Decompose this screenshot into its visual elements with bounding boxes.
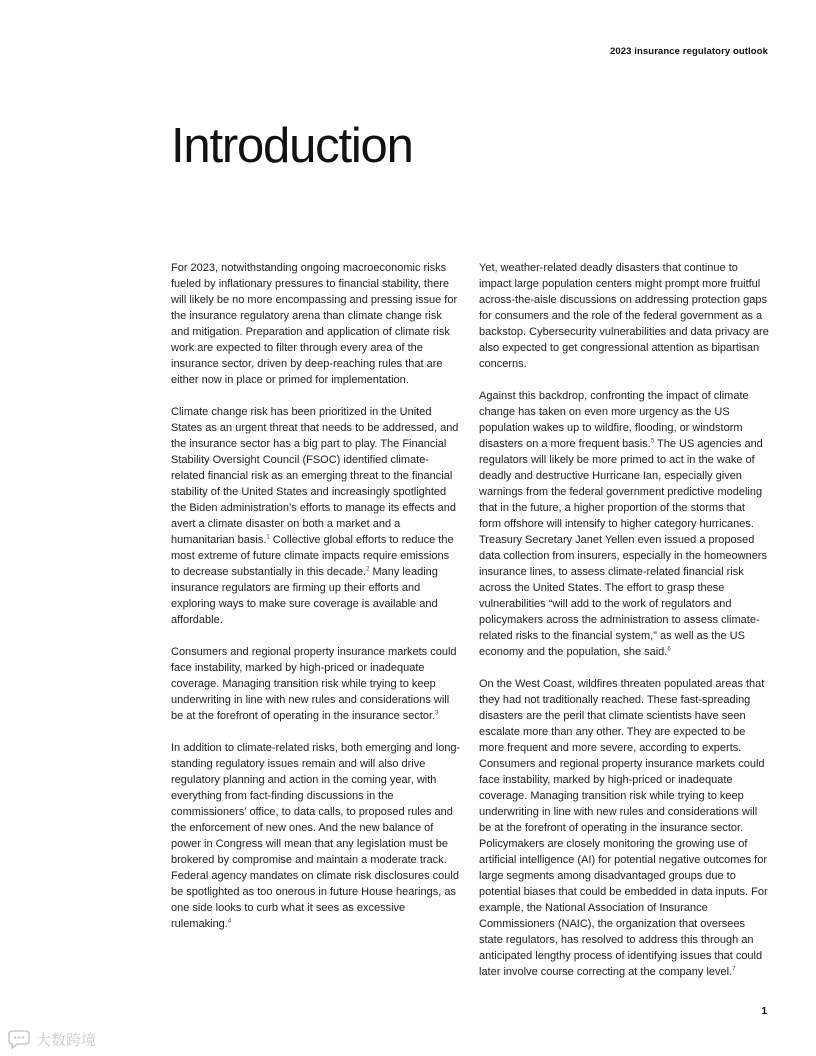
chat-bubble-icon bbox=[6, 1030, 32, 1050]
left-column bbox=[171, 260, 461, 948]
paragraph: In addition to climate-related risks, both emerging and long-standing regulatory issues remain and will also drive regulatory planning and action in the coming year, with everything from fact-finding discussions in the commissioners’ office, to data calls, to proposed rules and the enforcement of new ones. And the new balance of power in Congress will mean that any legislation must be brokered by compromise and maintain a moderate track. Federal agency mandates on climate risk disclosures could be spotlighted as too onerous in future House hearings, as one side looks to curb what it sees as excessive rulemaking.$^4$ bbox=[171, 742, 461, 930]
paragraph: Yet, weather-related deadly disasters that continue to impact large population centers might prompt more fruitful across-the-aisle discussions on addressing protection gaps for consumers and the role of the federal government as a backstop. Cybersecurity vulnerabilities and data privacy are also expected to get congressional attention as bipartisan concerns. bbox=[479, 262, 769, 370]
page-title: Introduction bbox=[171, 119, 413, 173]
paragraph: Against this backdrop, confronting the impact of climate change has taken on even more urgency as the US population wakes up to wildfire, flooding, or windstorm disasters on a more frequent basis.$^5$ The US agencies and regulators will likely be more primed to act in the wake of deadly and destructive Hurricane Ian, especially given warnings from the federal government predictive modeling that in the future, a higher proportion of the storms that form offshore will intensify to higher category hurricanes. Treasury Secretary Janet Yellen even issued a proposed data collection from insurers, especially in the homeowners insurance lines, to assess climate-related financial risk across the United States. The effort to grasp these vulnerabilities “will add to the work of regulators and policymakers across the administration to assess climate-related risks to the financial system,” as well as the US economy and the population, she said.$^6$ bbox=[479, 390, 767, 658]
watermark-text: 大数跨境 bbox=[36, 1032, 97, 1049]
paragraph: For 2023, notwithstanding ongoing macroeconomic risks fueled by inflationary pressures to financial stability, there will likely be no more encompassing and pressing issue for the insurance regulatory arena than climate change risk and mitigation. Preparation and application of climate risk work are expected to filter through every area of the insurance sector, driven by deep-reaching rules that are either now in place or primed for implementation. bbox=[171, 262, 458, 386]
paragraph: Consumers and regional property insurance markets could face instability, marked by high-priced or inadequate coverage. Managing transition risk while trying to keep underwriting in line with new rules and considerations will be at the forefront of operating in the insurance sector.$^3$ bbox=[171, 646, 457, 722]
document-header: 2023 insurance regulatory outlook bbox=[610, 46, 768, 57]
footnote-ref[interactable]: 3 bbox=[435, 710, 439, 717]
paragraph: Climate change risk has been prioritized in the United States as an urgent threat that needs to be addressed, and the insurance sector has a big part to play. The Financial Stability Oversight Council (FSOC) identified climate-related financial risk as an emerging threat to the financial stability of the United States and increasingly spotlighted the Biden administration’s efforts to manage its effects and avert a climate disaster on both a market and a humanitarian basis.$^1$ Collective global efforts to reduce the most extreme of future climate impacts require emissions to decrease substantially in this decade.$^2$ Many leading insurance regulators are firming up their efforts and exploring ways to make sure coverage is available and affordable. bbox=[171, 406, 459, 626]
footnote-ref[interactable]: 1 bbox=[266, 534, 270, 541]
footnote-ref[interactable]: 5 bbox=[650, 438, 655, 445]
footnote-ref[interactable]: 2 bbox=[366, 566, 370, 573]
right-column bbox=[479, 260, 769, 996]
paragraph: On the West Coast, wildfires threaten populated areas that they had not traditionally reached. These fast-spreading disasters are the peril that climate scientists have seen escalate more than any other. They are expected to be more frequent and more severe, according to experts. Consumers and regional property insurance markets could face instability, marked by high-priced or inadequate coverage. Managing transition risk while trying to keep underwriting in line with new rules and considerations will be at the forefront of operating in the insurance sector. Policymakers are closely monitoring the growing use of artificial intelligence (AI) for potential negative outcomes for large segments among disadvantaged groups due to potential biases that could be embedded in data inputs. For example, the National Association of Insurance Commissioners (NAIC), the organization that oversees state regulators, has resolved to address this through an anticipated lengthy process of identifying issues that could later involve course correcting at the company level.$^7$ bbox=[479, 678, 768, 978]
footnote-ref[interactable]: 4 bbox=[227, 918, 232, 925]
page-number: 1 bbox=[761, 1006, 767, 1017]
footnote-ref[interactable]: 6 bbox=[667, 646, 671, 653]
watermark bbox=[6, 1029, 96, 1050]
footnote-ref[interactable]: 7 bbox=[732, 966, 736, 973]
